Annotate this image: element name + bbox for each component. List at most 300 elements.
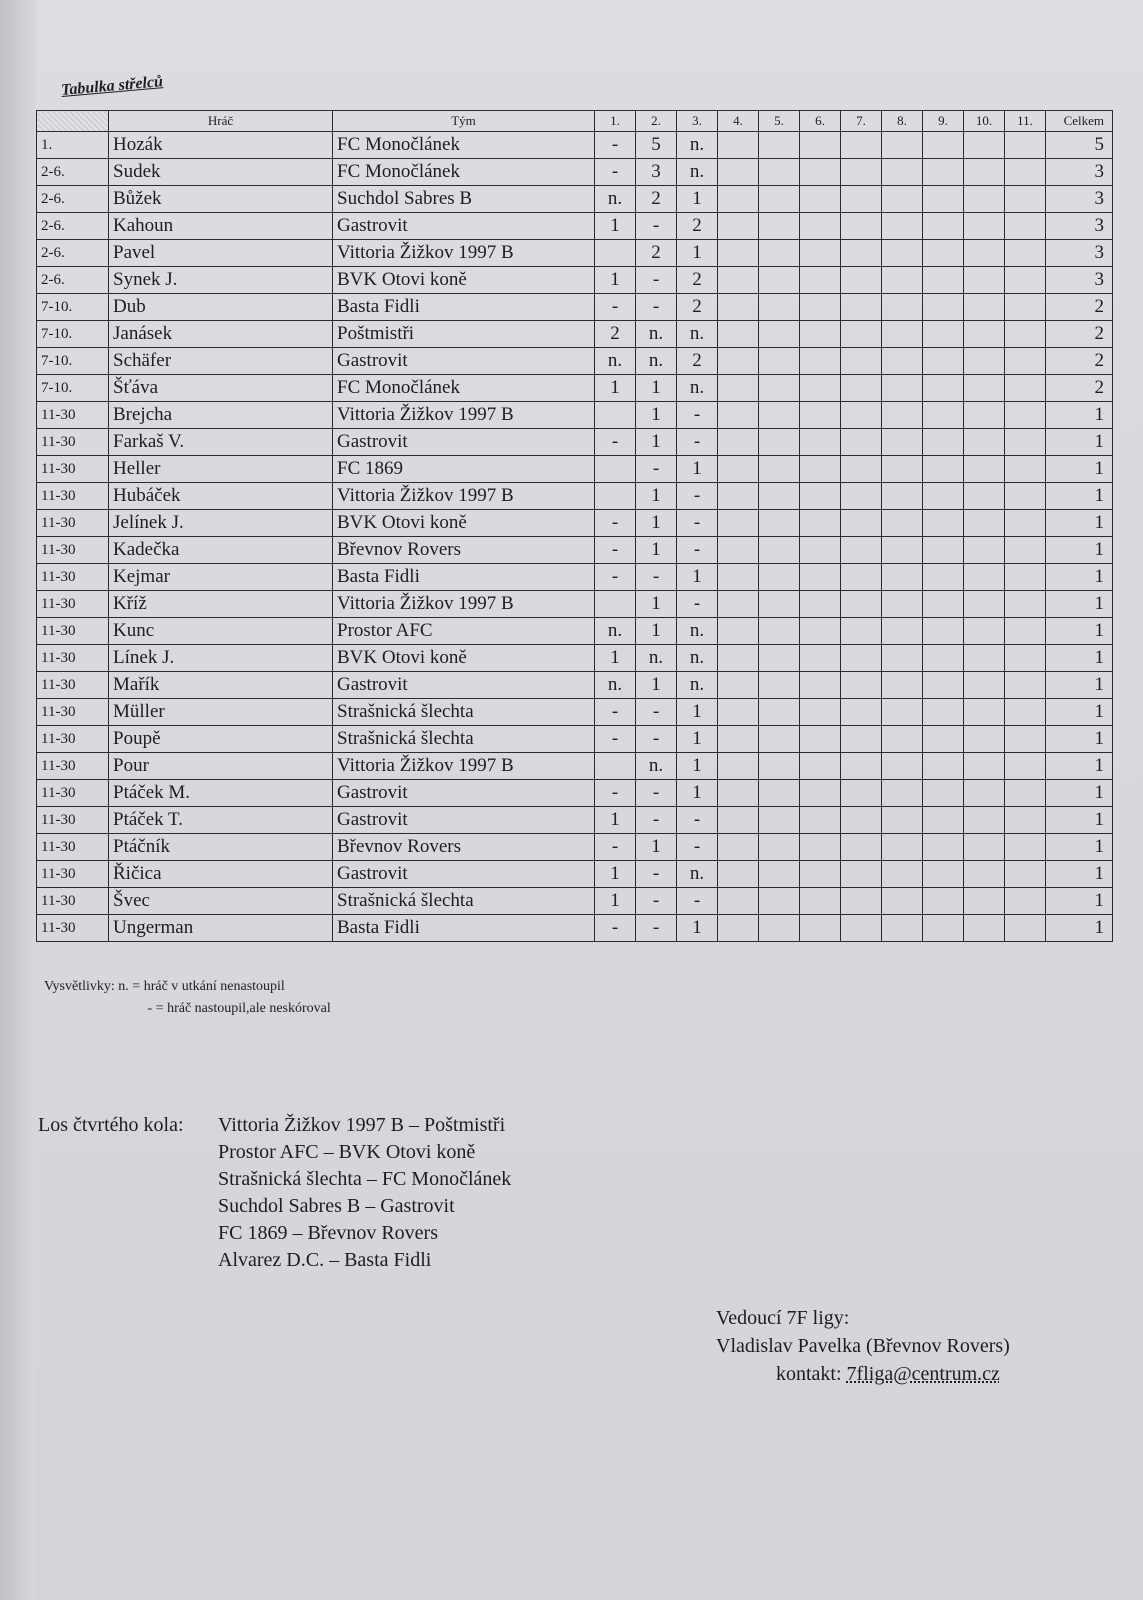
table-row [37, 267, 1113, 294]
round-3-cell: n. [677, 132, 718, 159]
total-cell: 1 [1046, 618, 1113, 645]
round-6-cell [800, 726, 841, 753]
total-cell: 1 [1046, 834, 1113, 861]
table-header-row [37, 111, 1113, 132]
fixture-draw-label: Los čtvrtého kola: [38, 1114, 184, 1136]
round-4-cell [718, 483, 759, 510]
round-10-cell [964, 861, 1005, 888]
round-7-cell [841, 591, 882, 618]
total-cell: 3 [1046, 213, 1113, 240]
round-1-cell: 1 [595, 213, 636, 240]
legend-text: hráč v utkání nenastoupil [143, 979, 285, 994]
round-9-cell [923, 915, 964, 942]
round-9-cell [923, 240, 964, 267]
round-6-cell [800, 429, 841, 456]
table-row [37, 645, 1113, 672]
total-cell: 1 [1046, 726, 1113, 753]
round-1-cell: - [595, 915, 636, 942]
total-cell: 1 [1046, 753, 1113, 780]
round-9-cell [923, 456, 964, 483]
legend-equals: = [132, 979, 141, 994]
round-6-cell [800, 618, 841, 645]
rank-cell: 7-10. [37, 375, 109, 402]
round-2-cell: - [636, 456, 677, 483]
total-cell: 5 [1046, 132, 1113, 159]
round-10-cell [964, 267, 1005, 294]
round-4-cell [718, 294, 759, 321]
team-cell: Vittoria Žižkov 1997 B [333, 591, 595, 618]
player-cell: Línek J. [109, 645, 333, 672]
round-5-cell [759, 456, 800, 483]
round-2-cell: - [636, 213, 677, 240]
round-10-cell [964, 348, 1005, 375]
round-4-cell [718, 699, 759, 726]
round-1-cell: - [595, 132, 636, 159]
round-1-cell: 1 [595, 807, 636, 834]
round-6-cell [800, 591, 841, 618]
legend-equals: = [155, 1001, 164, 1016]
team-cell: BVK Otovi koně [333, 645, 595, 672]
rank-cell: 11-30 [37, 861, 109, 888]
legend [44, 976, 331, 1020]
round-9-cell [923, 186, 964, 213]
round-11-cell [1005, 483, 1046, 510]
round-1-cell: - [595, 294, 636, 321]
round-1-cell [595, 456, 636, 483]
round-11-cell [1005, 456, 1046, 483]
round-9-cell [923, 699, 964, 726]
table-row [37, 726, 1113, 753]
round-6-cell [800, 699, 841, 726]
round-11-cell [1005, 213, 1046, 240]
round-10-cell [964, 645, 1005, 672]
round-3-cell: n. [677, 618, 718, 645]
table-row [37, 186, 1113, 213]
round-11-cell [1005, 402, 1046, 429]
total-cell: 3 [1046, 159, 1113, 186]
round-6-cell [800, 672, 841, 699]
header-round-2: 2. [636, 111, 677, 132]
round-8-cell [882, 834, 923, 861]
round-6-cell [800, 537, 841, 564]
header-round-4: 4. [718, 111, 759, 132]
round-2-cell: - [636, 267, 677, 294]
rank-cell: 11-30 [37, 780, 109, 807]
round-6-cell [800, 456, 841, 483]
table-row [37, 429, 1113, 456]
round-11-cell [1005, 537, 1046, 564]
round-8-cell [882, 699, 923, 726]
table-row [37, 537, 1113, 564]
round-3-cell: 1 [677, 726, 718, 753]
round-11-cell [1005, 159, 1046, 186]
round-11-cell [1005, 294, 1046, 321]
player-cell: Pour [109, 753, 333, 780]
team-cell: Suchdol Sabres B [333, 186, 595, 213]
team-cell: FC Monočlánek [333, 375, 595, 402]
player-cell: Řičica [109, 861, 333, 888]
round-4-cell [718, 240, 759, 267]
total-cell: 1 [1046, 699, 1113, 726]
round-9-cell [923, 213, 964, 240]
round-2-cell: 1 [636, 672, 677, 699]
round-10-cell [964, 294, 1005, 321]
player-cell: Pavel [109, 240, 333, 267]
rank-cell: 11-30 [37, 645, 109, 672]
player-cell: Jelínek J. [109, 510, 333, 537]
round-9-cell [923, 861, 964, 888]
round-1-cell: 1 [595, 267, 636, 294]
team-cell: Vittoria Žižkov 1997 B [333, 753, 595, 780]
round-11-cell [1005, 834, 1046, 861]
round-2-cell: n. [636, 348, 677, 375]
round-1-cell: n. [595, 348, 636, 375]
total-cell: 3 [1046, 267, 1113, 294]
round-2-cell: - [636, 726, 677, 753]
round-5-cell [759, 321, 800, 348]
round-9-cell [923, 537, 964, 564]
round-10-cell [964, 618, 1005, 645]
team-cell: Basta Fidli [333, 915, 595, 942]
round-4-cell [718, 726, 759, 753]
round-11-cell [1005, 915, 1046, 942]
player-cell: Hozák [109, 132, 333, 159]
round-2-cell: n. [636, 753, 677, 780]
round-11-cell [1005, 699, 1046, 726]
round-11-cell [1005, 591, 1046, 618]
round-6-cell [800, 159, 841, 186]
round-3-cell: 1 [677, 780, 718, 807]
total-cell: 1 [1046, 591, 1113, 618]
round-1-cell: n. [595, 618, 636, 645]
round-1-cell [595, 402, 636, 429]
round-7-cell [841, 483, 882, 510]
signature-role: Vedoucí 7F ligy: [716, 1307, 850, 1329]
round-11-cell [1005, 753, 1046, 780]
header-team: Tým [333, 111, 595, 132]
rank-cell: 11-30 [37, 726, 109, 753]
header-player: Hráč [109, 111, 333, 132]
round-5-cell [759, 132, 800, 159]
round-4-cell [718, 915, 759, 942]
player-cell: Ptáček T. [109, 807, 333, 834]
team-cell: Poštmistři [333, 321, 595, 348]
round-8-cell [882, 564, 923, 591]
rank-cell: 1. [37, 132, 109, 159]
total-cell: 1 [1046, 537, 1113, 564]
page-title: Tabulka střelců [60, 73, 164, 100]
round-11-cell [1005, 267, 1046, 294]
round-3-cell: 1 [677, 699, 718, 726]
round-8-cell [882, 591, 923, 618]
round-4-cell [718, 213, 759, 240]
round-7-cell [841, 537, 882, 564]
email-link[interactable]: 7fliga@centrum.cz [846, 1363, 1000, 1385]
round-2-cell: - [636, 807, 677, 834]
round-7-cell [841, 375, 882, 402]
total-cell: 1 [1046, 483, 1113, 510]
table-row [37, 375, 1113, 402]
round-9-cell [923, 375, 964, 402]
round-4-cell [718, 780, 759, 807]
round-9-cell [923, 834, 964, 861]
fixture-item: FC 1869 – Břevnov Rovers [218, 1222, 438, 1244]
round-1-cell [595, 483, 636, 510]
round-3-cell: - [677, 834, 718, 861]
player-cell: Poupě [109, 726, 333, 753]
round-2-cell: 1 [636, 510, 677, 537]
legend-prefix: Vysvětlivky: [44, 979, 115, 994]
round-11-cell [1005, 888, 1046, 915]
round-8-cell [882, 618, 923, 645]
round-5-cell [759, 645, 800, 672]
round-11-cell [1005, 348, 1046, 375]
round-1-cell: - [595, 780, 636, 807]
team-cell: Gastrovit [333, 213, 595, 240]
round-4-cell [718, 267, 759, 294]
round-8-cell [882, 132, 923, 159]
round-10-cell [964, 510, 1005, 537]
round-4-cell [718, 456, 759, 483]
round-3-cell: - [677, 537, 718, 564]
player-cell: Ptáčník [109, 834, 333, 861]
round-5-cell [759, 186, 800, 213]
round-3-cell: 2 [677, 348, 718, 375]
total-cell: 1 [1046, 861, 1113, 888]
round-4-cell [718, 321, 759, 348]
round-11-cell [1005, 672, 1046, 699]
round-11-cell [1005, 645, 1046, 672]
round-11-cell [1005, 321, 1046, 348]
round-2-cell: n. [636, 321, 677, 348]
round-10-cell [964, 834, 1005, 861]
round-8-cell [882, 726, 923, 753]
rank-cell: 11-30 [37, 915, 109, 942]
team-cell: Gastrovit [333, 780, 595, 807]
round-9-cell [923, 591, 964, 618]
round-6-cell [800, 348, 841, 375]
round-7-cell [841, 780, 882, 807]
table-row [37, 321, 1113, 348]
round-4-cell [718, 861, 759, 888]
header-round-5: 5. [759, 111, 800, 132]
round-11-cell [1005, 618, 1046, 645]
total-cell: 1 [1046, 429, 1113, 456]
round-5-cell [759, 834, 800, 861]
round-2-cell: 1 [636, 402, 677, 429]
round-2-cell: 5 [636, 132, 677, 159]
round-5-cell [759, 888, 800, 915]
round-5-cell [759, 537, 800, 564]
round-3-cell: 1 [677, 753, 718, 780]
round-9-cell [923, 510, 964, 537]
round-8-cell [882, 294, 923, 321]
round-9-cell [923, 348, 964, 375]
player-cell: Müller [109, 699, 333, 726]
round-4-cell [718, 672, 759, 699]
total-cell: 1 [1046, 807, 1113, 834]
round-7-cell [841, 321, 882, 348]
round-10-cell [964, 564, 1005, 591]
rank-cell: 11-30 [37, 888, 109, 915]
round-10-cell [964, 888, 1005, 915]
player-cell: Dub [109, 294, 333, 321]
round-8-cell [882, 753, 923, 780]
round-7-cell [841, 834, 882, 861]
round-11-cell [1005, 186, 1046, 213]
header-round-11: 11. [1005, 111, 1046, 132]
round-7-cell [841, 807, 882, 834]
round-6-cell [800, 321, 841, 348]
table-row [37, 132, 1113, 159]
rank-cell: 11-30 [37, 807, 109, 834]
round-7-cell [841, 861, 882, 888]
round-8-cell [882, 888, 923, 915]
round-7-cell [841, 402, 882, 429]
round-8-cell [882, 267, 923, 294]
legend-row [44, 998, 331, 1020]
round-5-cell [759, 753, 800, 780]
table-row [37, 564, 1113, 591]
rank-cell: 2-6. [37, 159, 109, 186]
signature-name: Vladislav Pavelka (Břevnov Rovers) [716, 1335, 1010, 1357]
round-3-cell: - [677, 591, 718, 618]
contact-label: kontakt: [776, 1363, 842, 1385]
round-1-cell: - [595, 699, 636, 726]
round-3-cell: 1 [677, 564, 718, 591]
round-5-cell [759, 294, 800, 321]
total-cell: 3 [1046, 186, 1113, 213]
scorers-table-body [37, 132, 1113, 942]
player-cell: Ptáček M. [109, 780, 333, 807]
round-3-cell: 2 [677, 267, 718, 294]
round-2-cell: 1 [636, 483, 677, 510]
team-cell: Gastrovit [333, 807, 595, 834]
round-1-cell: - [595, 537, 636, 564]
round-7-cell [841, 429, 882, 456]
round-5-cell [759, 213, 800, 240]
round-9-cell [923, 780, 964, 807]
round-11-cell [1005, 726, 1046, 753]
round-6-cell [800, 402, 841, 429]
table-row [37, 780, 1113, 807]
total-cell: 1 [1046, 510, 1113, 537]
round-3-cell: - [677, 402, 718, 429]
round-4-cell [718, 564, 759, 591]
round-2-cell: 1 [636, 618, 677, 645]
round-11-cell [1005, 564, 1046, 591]
round-8-cell [882, 915, 923, 942]
round-2-cell: 1 [636, 591, 677, 618]
player-cell: Bůžek [109, 186, 333, 213]
round-7-cell [841, 645, 882, 672]
round-9-cell [923, 267, 964, 294]
round-6-cell [800, 888, 841, 915]
round-6-cell [800, 564, 841, 591]
player-cell: Ungerman [109, 915, 333, 942]
rank-cell: 11-30 [37, 429, 109, 456]
total-cell: 2 [1046, 348, 1113, 375]
total-cell: 1 [1046, 456, 1113, 483]
round-9-cell [923, 753, 964, 780]
round-4-cell [718, 132, 759, 159]
round-2-cell: - [636, 780, 677, 807]
round-5-cell [759, 375, 800, 402]
round-3-cell: n. [677, 159, 718, 186]
round-3-cell: n. [677, 861, 718, 888]
round-4-cell [718, 645, 759, 672]
round-3-cell: 1 [677, 240, 718, 267]
team-cell: Vittoria Žižkov 1997 B [333, 483, 595, 510]
fixture-item: Vittoria Žižkov 1997 B – Poštmistři [218, 1114, 506, 1136]
legend-symbol: n. [118, 979, 129, 994]
round-1-cell: - [595, 834, 636, 861]
table-row [37, 753, 1113, 780]
round-8-cell [882, 402, 923, 429]
total-cell: 1 [1046, 888, 1113, 915]
fixture-item: Prostor AFC – BVK Otovi koně [218, 1141, 476, 1163]
round-11-cell [1005, 429, 1046, 456]
table-row [37, 915, 1113, 942]
round-6-cell [800, 240, 841, 267]
round-2-cell: 1 [636, 375, 677, 402]
round-11-cell [1005, 780, 1046, 807]
round-5-cell [759, 483, 800, 510]
table-row [37, 213, 1113, 240]
round-3-cell: - [677, 807, 718, 834]
player-cell: Sudek [109, 159, 333, 186]
round-4-cell [718, 510, 759, 537]
round-6-cell [800, 753, 841, 780]
round-3-cell: - [677, 429, 718, 456]
table-row [37, 861, 1113, 888]
round-6-cell [800, 132, 841, 159]
total-cell: 1 [1046, 780, 1113, 807]
player-cell: Kříž [109, 591, 333, 618]
round-4-cell [718, 429, 759, 456]
round-7-cell [841, 213, 882, 240]
round-2-cell: - [636, 915, 677, 942]
round-2-cell: 1 [636, 834, 677, 861]
round-10-cell [964, 753, 1005, 780]
signature-contact [716, 1360, 1010, 1388]
table-row [37, 456, 1113, 483]
round-9-cell [923, 483, 964, 510]
team-cell: Břevnov Rovers [333, 834, 595, 861]
round-7-cell [841, 186, 882, 213]
total-cell: 2 [1046, 294, 1113, 321]
round-9-cell [923, 645, 964, 672]
header-round-7: 7. [841, 111, 882, 132]
round-6-cell [800, 294, 841, 321]
round-7-cell [841, 456, 882, 483]
round-10-cell [964, 429, 1005, 456]
round-8-cell [882, 807, 923, 834]
rank-cell: 11-30 [37, 672, 109, 699]
rank-cell: 2-6. [37, 186, 109, 213]
round-10-cell [964, 375, 1005, 402]
round-4-cell [718, 402, 759, 429]
signature-block [716, 1304, 1010, 1388]
legend-symbol: - [147, 1001, 153, 1016]
round-5-cell [759, 510, 800, 537]
round-10-cell [964, 483, 1005, 510]
round-3-cell: 1 [677, 186, 718, 213]
round-5-cell [759, 915, 800, 942]
header-round-6: 6. [800, 111, 841, 132]
round-3-cell: - [677, 888, 718, 915]
round-4-cell [718, 618, 759, 645]
